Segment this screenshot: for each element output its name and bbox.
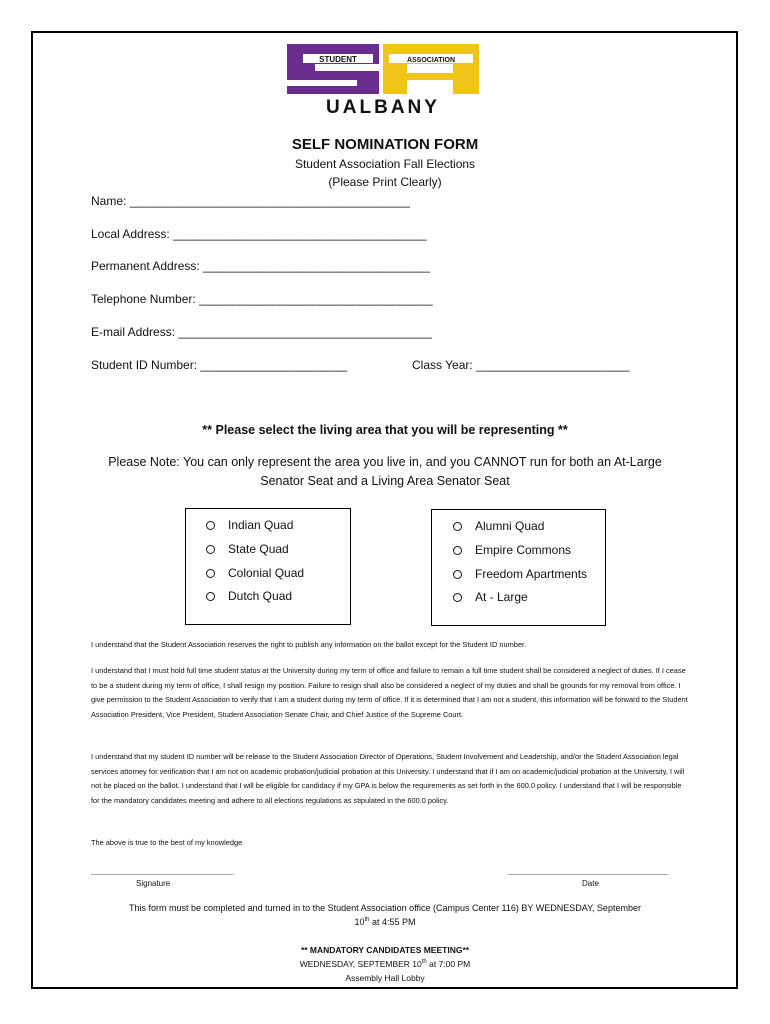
radio-icon[interactable] <box>206 521 215 530</box>
radio-icon[interactable] <box>453 546 462 555</box>
student-association-logo <box>285 42 481 114</box>
logo-ualbany-text: UALBANY <box>326 97 440 114</box>
logo-student-text: STUDENT <box>319 55 357 64</box>
radio-icon[interactable] <box>453 593 462 602</box>
email-field[interactable]: E-mail Address: ______________________________________ <box>91 325 432 339</box>
signature-label: Signature <box>136 879 171 888</box>
statement-student-id: I understand that my student ID number will be release to the Student Association Director of Operations, Student Involvement and Leadership, and/or the Student Association legal services attorney for verification that I am not on academic probation/judicial probation at this University. I understand that if I am on academic/judicial probation at the University, I will not be placed on the ballot. I understand that I will be eligible for candidacy if my GPA is below the requirements as set forth in the 600.0 policy. I understand that I will be responsible for the mandatory candidates meeting and adhere to all elections regulations as stipulated in the 600.0 policy. <box>91 752 685 805</box>
radio-icon[interactable] <box>453 522 462 531</box>
print-instruction: (Please Print Clearly) <box>328 175 442 189</box>
meeting-location: Assembly Hall Lobby <box>345 973 425 983</box>
radio-icon[interactable] <box>206 569 215 578</box>
option-alumni-quad[interactable]: Alumni Quad <box>453 519 544 533</box>
option-state-quad[interactable]: State Quad <box>206 542 289 556</box>
meeting-title: ** MANDATORY CANDIDATES MEETING** <box>300 945 470 955</box>
logo-s-cut-top <box>315 64 379 71</box>
permanent-address-field[interactable]: Permanent Address: __________________________________ <box>91 259 430 273</box>
deadline-line1: This form must be completed and turned in to the Student Association office (Campus Center 116) BY WEDNESDAY, September <box>129 903 641 913</box>
radio-icon[interactable] <box>206 545 215 554</box>
logo-association-text: ASSOCIATION <box>406 57 456 64</box>
statement-truth: The above is true to the best of my knowledge <box>91 838 243 847</box>
deadline-line2: 10th at 4:55 PM <box>354 917 416 927</box>
signature-line[interactable]: ________________________________ <box>91 866 234 875</box>
living-area-heading: ** Please select the living area that you will be representing ** <box>202 423 568 437</box>
logo-s-cut-bottom <box>287 80 357 86</box>
date-line[interactable]: ____________________________________ <box>508 866 669 875</box>
logo-a-cut-bottom <box>407 80 453 94</box>
meeting-date: WEDNESDAY, SEPTEMBER 10th at 7:00 PM <box>299 959 471 969</box>
form-title: SELF NOMINATION FORM <box>291 136 479 153</box>
logo-a-cut-top <box>407 64 453 73</box>
local-address-field[interactable]: Local Address: ______________________________________ <box>91 227 427 241</box>
radio-icon[interactable] <box>206 592 215 601</box>
option-indian-quad[interactable]: Indian Quad <box>206 518 293 532</box>
radio-icon[interactable] <box>453 570 462 579</box>
option-empire-commons[interactable]: Empire Commons <box>453 543 571 557</box>
class-year-field[interactable]: Class Year: _______________________ <box>412 358 630 372</box>
student-id-field[interactable]: Student ID Number: ______________________ <box>91 358 348 372</box>
option-at-large[interactable]: At - Large <box>453 590 528 604</box>
statement-publish: I understand that the Student Association reserves the right to publish any information on the ballot except for the Student ID number. <box>91 640 527 649</box>
living-area-note: Please Note: You can only represent the area you live in, and you CANNOT run for both an At-Large Senator Seat and a Living Area Senator Seat <box>108 455 662 488</box>
option-freedom-apartments[interactable]: Freedom Apartments <box>453 567 587 581</box>
statement-full-time: I understand that I must hold full time student status at the University during my term of office and failure to remain a full time student shall be considered a neglect of duties. If I cease to be a student during my term of office, I shall resign my position. Failure to resign shall also be considered a neglect of my duties and shall be grounds for my removal from office. I give permission to the Student Association to verify that I am a student during my term of office. If it is determined that I am not a student, this information will be forward to the Student Association President, Vice President, Student Association Senate Chair, and Chief Justice of the Supreme Court. <box>91 666 688 719</box>
name-field[interactable]: Name: __________________________________________ <box>91 194 410 208</box>
option-dutch-quad[interactable]: Dutch Quad <box>206 589 292 603</box>
date-label: Date <box>582 879 599 888</box>
form-subtitle: Student Association Fall Elections <box>294 157 476 171</box>
option-colonial-quad[interactable]: Colonial Quad <box>206 566 304 580</box>
telephone-field[interactable]: Telephone Number: ___________________________________ <box>91 292 433 306</box>
